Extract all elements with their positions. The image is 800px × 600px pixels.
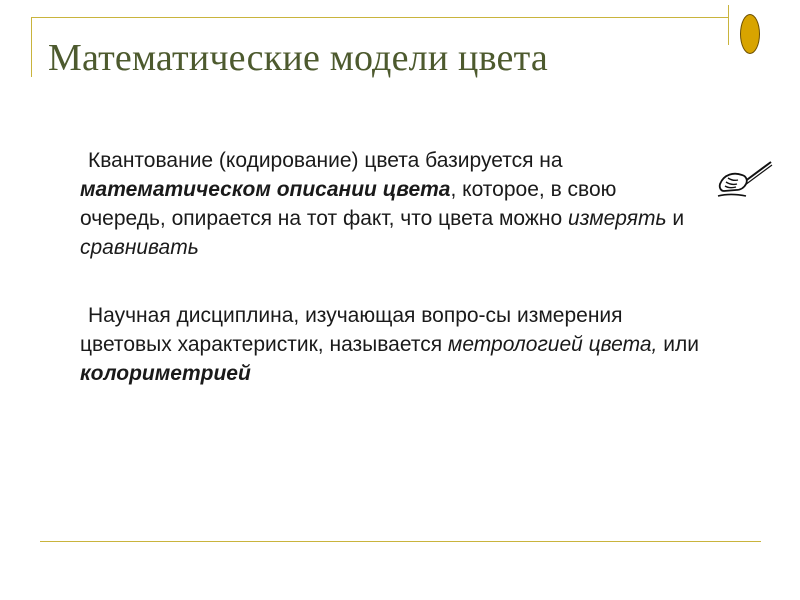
frame-right-tick	[728, 5, 729, 45]
paragraph-quantization	[80, 146, 700, 262]
p2-emphasis-colorimetry: колориметрией	[80, 362, 251, 385]
slide-content	[80, 146, 700, 427]
slide-title: Математические модели цвета	[48, 37, 548, 79]
frame-left-line	[31, 17, 32, 77]
paragraph-colorimetry	[80, 301, 700, 388]
p1-text-3: и	[666, 207, 685, 230]
p1-emphasis-math-description: математическом описании цвета	[80, 178, 451, 201]
writing-hand-icon	[716, 160, 774, 200]
bottom-divider	[40, 541, 761, 542]
p1-text-1: Квантование (кодирование) цвета базируется на	[88, 149, 563, 172]
p2-text-1: Научная дисциплина, изучающая вопро-сы измерения цветовых характеристик, называется	[80, 304, 623, 356]
p2-emphasis-metrology: метрологией цвета,	[447, 333, 658, 356]
p1-emphasis-measure: измерять	[568, 207, 667, 230]
frame-top-line	[31, 17, 729, 18]
p2-text-2: или	[657, 333, 699, 356]
p1-emphasis-compare: сравнивать	[80, 236, 199, 259]
p1-text-2: , которое, в свою очередь, опирается на тот факт, что цвета можно	[80, 178, 617, 230]
oval-ornament	[740, 14, 760, 54]
